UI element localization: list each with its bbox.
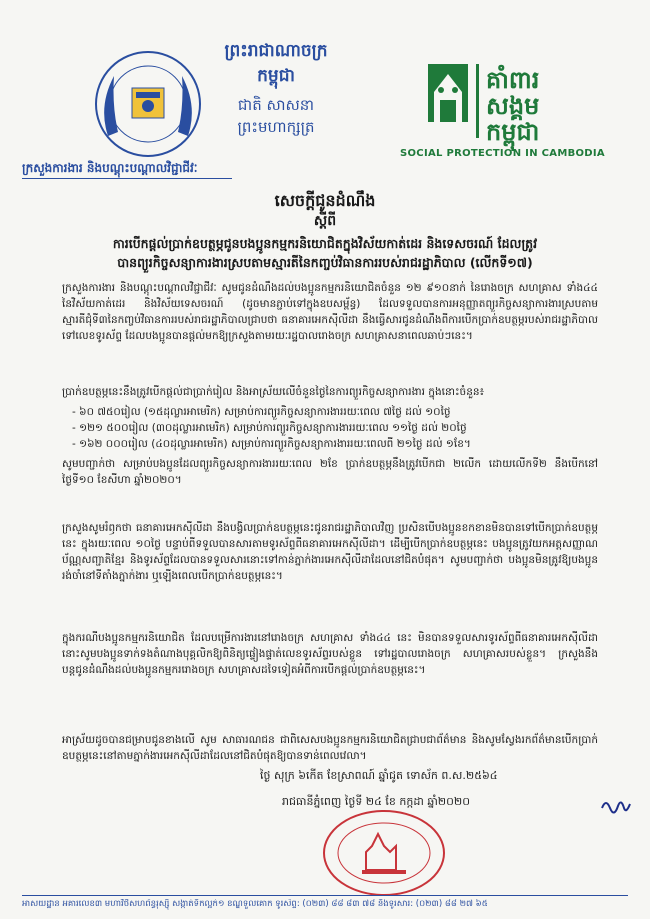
notice-title: សេចក្តីជូនដំណឹង	[274, 191, 376, 210]
kingdom-title: ព្រះរាជាណាចក្រកម្ពុជា	[224, 41, 328, 86]
ministry-logo	[88, 44, 208, 164]
notice-subtitle: ស្តីពី	[313, 213, 337, 229]
list-item: - ១៦២ ០០០រៀល (៤០ដុល្លារអាមេរិក) សម្រាប់ការព្យួរកិច្ចសន្យាការងាររយៈពេលពី ២១ថ្ងៃ ដល់ ១ខែ។	[72, 436, 596, 452]
lunar-date: ថ្ងៃ សុក្រ ៦កើត ខែស្រាពណ៍ ឆ្នាំជូត ទោស័ក ព.ស.២៥៦៤	[260, 769, 498, 782]
solar-date: រាជធានីភ្នំពេញ ថ្ងៃទី ២៤ ខែ កក្កដា ឆ្នាំ២០២០	[282, 795, 471, 808]
ministry-name: ក្រសួងការងារ និងបណ្តុះបណ្តាលវិជ្ជាជីវៈ	[22, 161, 198, 175]
social-protection-caption: SOCIAL PROTECTION IN CAMBODIA	[400, 148, 605, 159]
ministry-underline	[22, 178, 232, 179]
body-paragraph-1: ក្រសួងការងារ និងបណ្តុះបណ្តាលវិជ្ជាជីវៈ សូមជូនដំណឹងដល់បងប្អូនកម្មករនិយោជិតចំនួន ១២ ៩១០នាក់ នៃរោងចក្រ សហគ្រាស ទាំង៤៤ នៃវិស័យកាត់ដេរ និងវិស័យទេសចរណ៍ (ដូចមានភ្ជាប់ទៅក្នុងឧបសម្ព័ន្ធ) ដែលទទួលបានការអនុញ្ញាតព្យួរកិច្ចសន្យាការងារស្របតាមស្មារតីជុំទី៣នៃកញ្ចប់វិធានការរបស់រាជរដ្ឋាភិបាលជ្រាបថា ធនាគារអេកស៊ីលីដា នឹងធ្វើសារជូនដំណឹងពីការបើកប្រាក់ឧបត្ថម្ភរបស់រាជរដ្ឋាភិបាលទៅលេខទូរស័ព្ទ ដែលបងប្អូនបានផ្តល់មកឱ្យក្រសួងតាមរយៈរដ្ឋបាលរោងចក្រ សហគ្រាសនាពេលឆាប់ៗនេះ។	[62, 282, 598, 342]
body-paragraph-5: អាស្រ័យដូចបានជម្រាបជូនខាងលើ សូម សាធារណជន ជាពិសេសបងប្អូនកម្មករនិយោជិតជ្រាបជាព័ត៌មាន និងសូមស្វែងរកព័ត៌មានបើកប្រាក់ឧបត្ថម្ភនេះនៅតាមភ្នាក់ងារអេកស៊ីលីដាដែលនៅជិតបំផុតឱ្យបានទាន់ពេលវេលា។	[62, 734, 598, 762]
svg-text:សង្គម: សង្គម	[486, 92, 540, 120]
body-paragraph-3: ក្រសួងសូមរំឭកថា ធនាគារអេកស៊ីលីដា នឹងបង្វិលប្រាក់ឧបត្ថម្ភនេះជូនរាជរដ្ឋាភិបាលវិញ ប្រសិនបើបងប្អូនខកខានមិនបានទៅបើកប្រាក់ឧបត្ថម្ភនេះ ក្នុងរយៈពេល ១០ថ្ងៃ បន្ទាប់ពីទទួលបានសារតាមទូរស័ព្ទពីធនាគារអេកស៊ីលីដា។ ដើម្បីបើកប្រាក់ឧបត្ថម្ភនេះ បងប្អូនត្រូវយកអត្តសញ្ញាណប័ណ្ណសញ្ជាតិខ្មែរ និងទូរស័ព្ទដែលបានទទួលសារនោះទៅកាន់ភ្នាក់ងារអេកស៊ីលីដាដែលនៅជិតបំផុត។ សូមបញ្ជាក់ថា បងប្អូនមិនត្រូវឱ្យបងប្អូនរង់ចាំនៅទីតាំងភ្នាក់ងារ ឬឡើងពេលបើកប្រាក់ឧបត្ថម្ភនេះ។	[62, 522, 598, 582]
ministry-seal	[320, 808, 448, 898]
list-item: - ១២១ ៥០០រៀល (៣០ដុល្លារអាមេរិក) សម្រាប់ការព្យួរកិច្ចសន្យាការងាររយៈពេល ១១ថ្ងៃ ដល់ ២០ថ្ងៃ	[72, 420, 596, 436]
kingdom-header	[216, 40, 336, 140]
allowance-list	[72, 404, 596, 452]
signature-mark	[600, 796, 632, 818]
list-item: - ៦០ ៧៥០រៀល (១៥ដុល្លារអាមេរិក) សម្រាប់ការព្យួរកិច្ចសន្យាការងាររយៈពេល ៧ថ្ងៃ ដល់ ១០ថ្ងៃ	[72, 404, 596, 420]
svg-text:គាំពារ: គាំពារ	[486, 66, 540, 94]
body-paragraph-2b: សូមបញ្ជាក់ថា សម្រាប់បងប្អូនដែលព្យួរកិច្ចសន្យាការងាររយៈពេល ២ខែ ប្រាក់ឧបត្ថម្ភនឹងត្រូវបើកជា ២លើក ដោយលើកទី២ នឹងបើកនៅថ្ងៃទី១០ ខែសីហា ឆ្នាំ២០២០។	[62, 458, 598, 486]
footer-address: អាសយដ្ឋាន អគារលេខ៣ មហាវិថីសហព័ន្ធរុស្ស៊ី សង្កាត់ទឹកល្អក់១ ខណ្ឌទួលគោក ទូរស័ព្ទ: (០២៣) ៨៨ ៨៣ ៧៨ និងទូរសារ: (០២៣) ៨៨ ២៧ ៦៥	[22, 899, 488, 909]
notice-subject-line-2: បានព្យួរកិច្ចសន្យាការងារស្របតាមស្មារតីនៃកញ្ចប់វិធានការរបស់រាជរដ្ឋាភិបាល (លើកទី១៧)	[117, 255, 533, 270]
body-paragraph-2: ប្រាក់ឧបត្ថម្ភនេះនឹងត្រូវបើកផ្តល់ជាប្រាក់រៀល និងអាស្រ័យលើចំនួនថ្ងៃនៃការព្យួរកិច្ចសន្យាការងារ ក្នុងនោះចំនួន៖	[62, 386, 485, 398]
notice-subject-line-1: ការបើកផ្តល់ប្រាក់ឧបត្ថម្ភជូនបងប្អូនកម្មករនិយោជិតក្នុងវិស័យកាត់ដេរ និងទេសចរណ៍ ដែលត្រូវ	[112, 236, 538, 251]
body-paragraph-4: ក្នុងករណីបងប្អូនកម្មករនិយោជិត ដែលបម្រើការងារនៅរោងចក្រ សហគ្រាស ទាំង៤៤ នេះ មិនបានទទួលសារទូរស័ព្ទពីធនាគារអេកស៊ីលីដា នោះសូមបងប្អូនទាក់ទងតំណាងបុគ្គលិកឱ្យពិនិត្យផ្ទៀងផ្ទាត់លេខទូរស័ព្ទរបស់ខ្លួន ទៅរដ្ឋបាលរោងចក្រ សហគ្រាសរបស់ខ្លួន។ ក្រសួងនឹងបន្តជូនដំណឹងដល់បងប្អូនកម្មកររោងចក្រ សហគ្រាសដទៃទៀតអំពីការបើកផ្តល់ប្រាក់ឧបត្ថម្ភនេះ។	[62, 632, 598, 676]
footer-divider	[22, 895, 628, 896]
national-motto: ជាតិ សាសនា ព្រះមហាក្សត្រ	[237, 96, 315, 136]
svg-text:កម្ពុជា: កម្ពុជា	[486, 118, 540, 146]
